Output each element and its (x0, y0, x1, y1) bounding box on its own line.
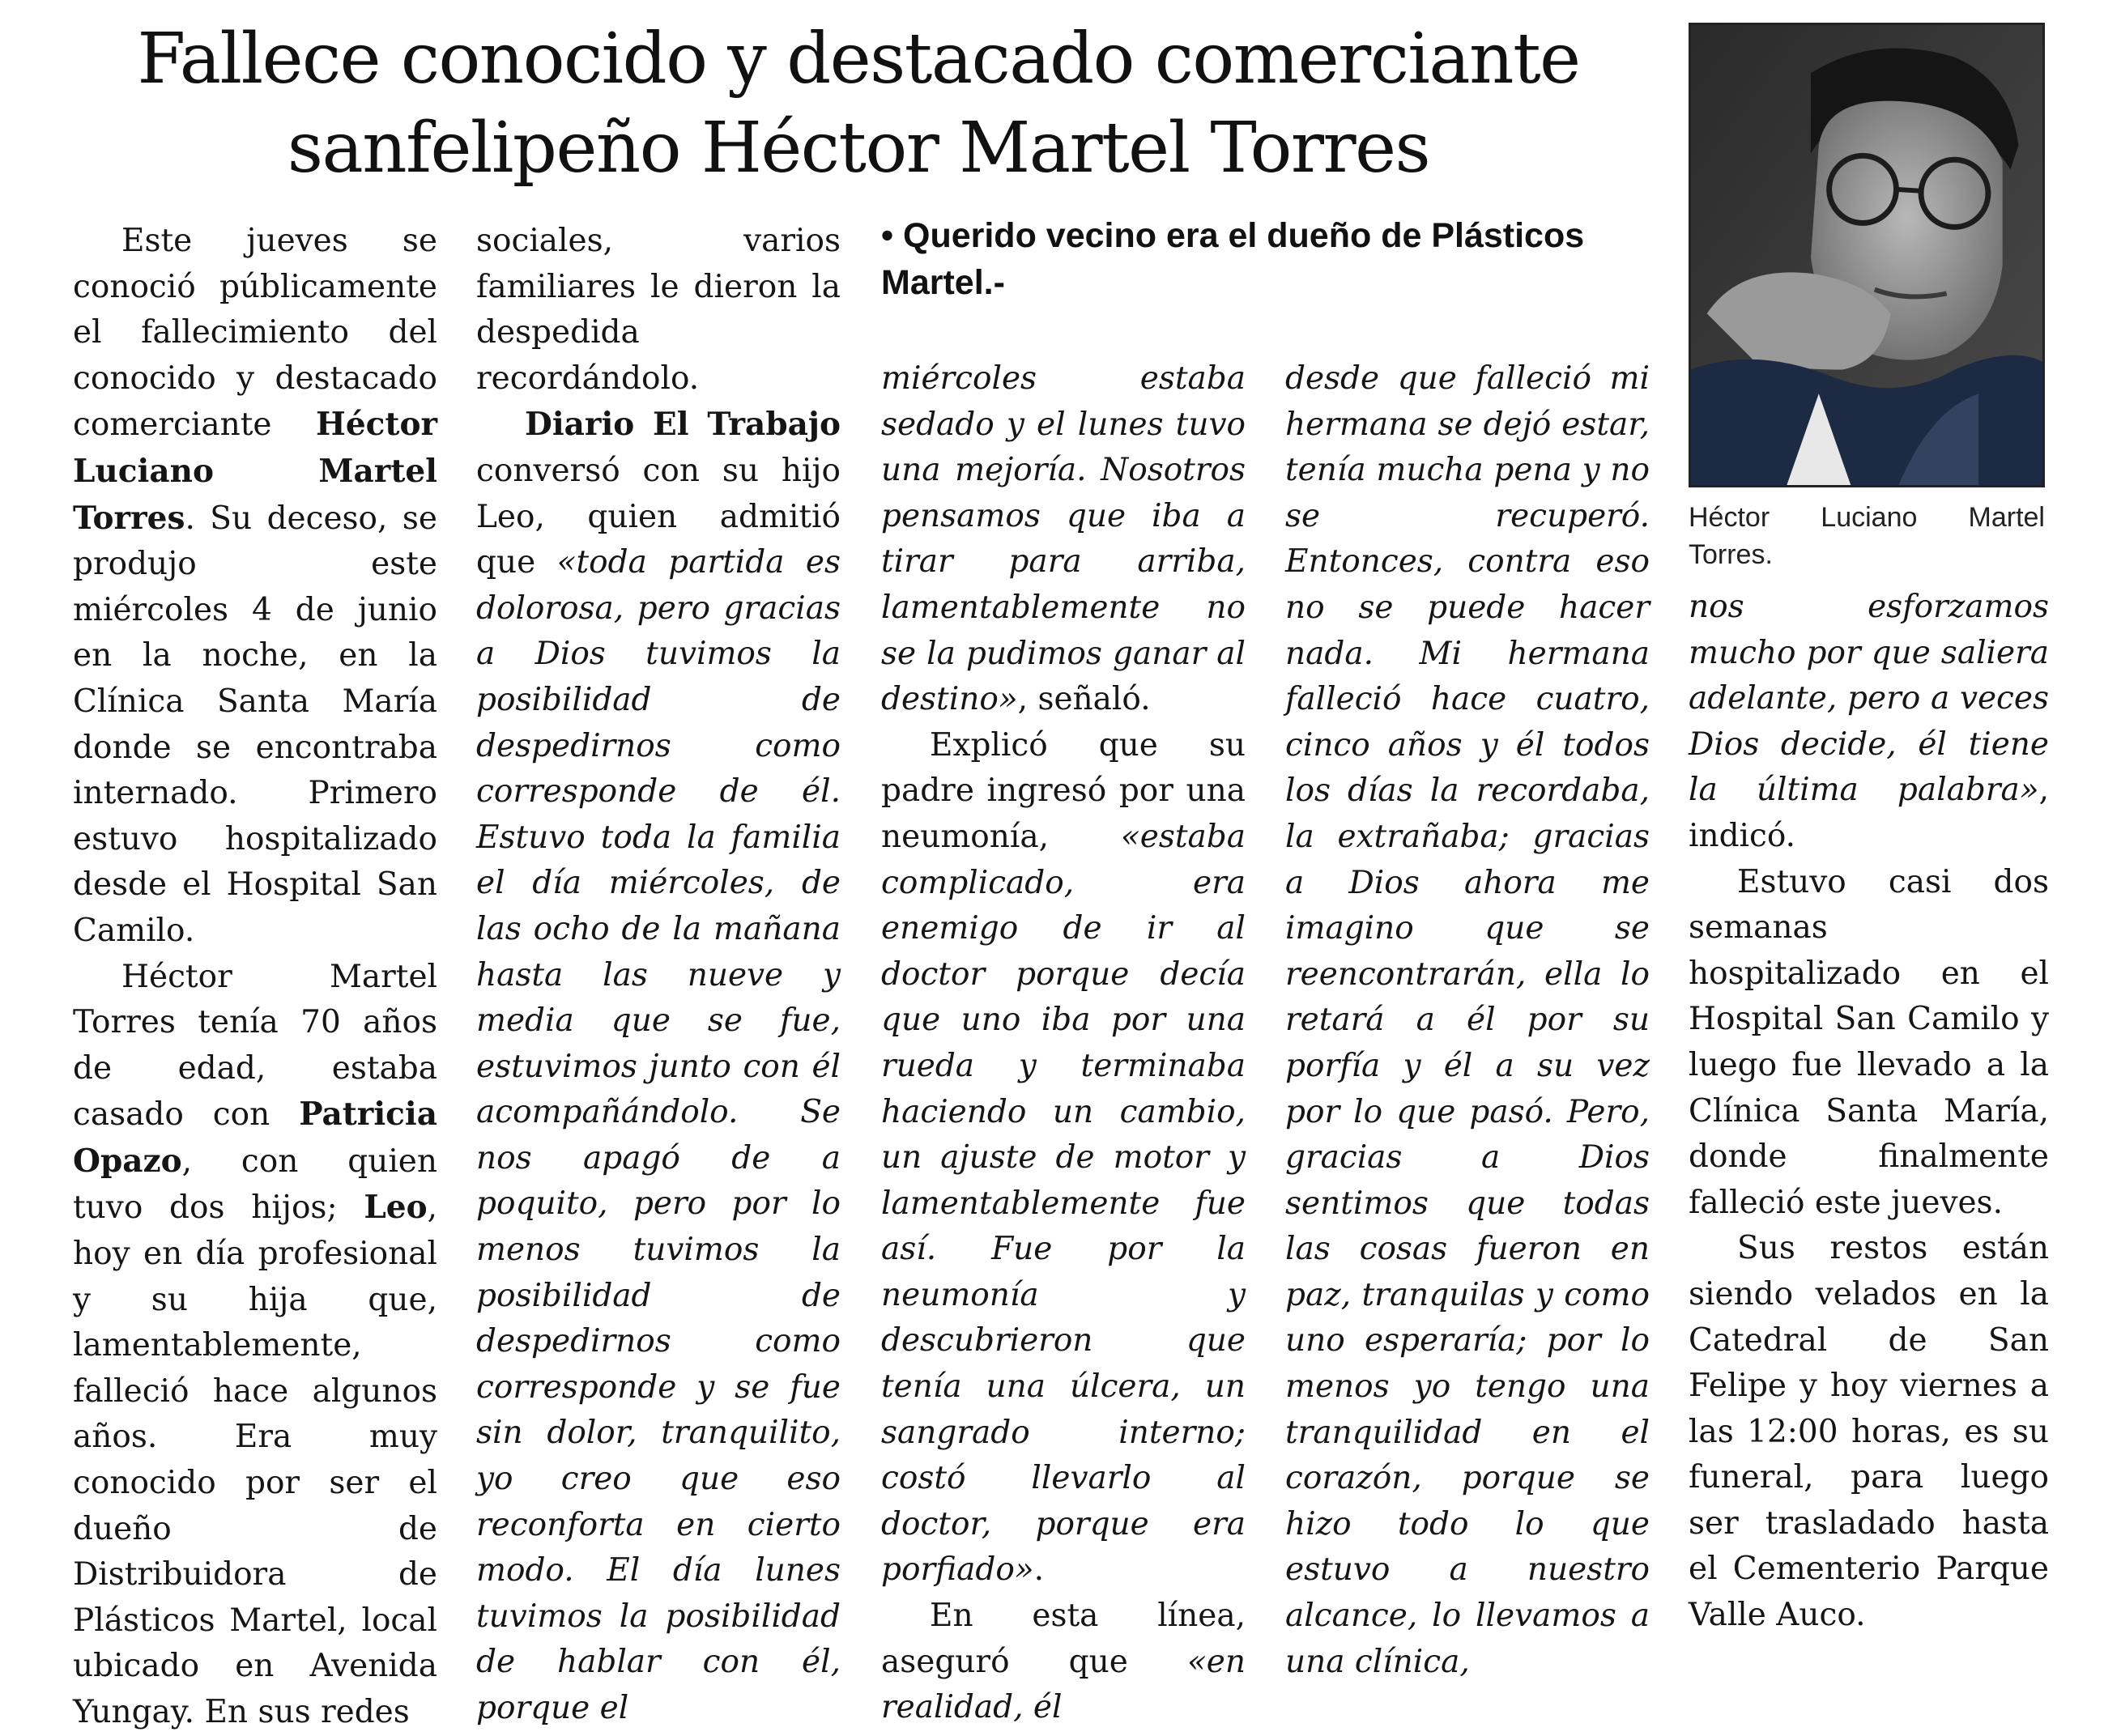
text-run: . (1033, 1551, 1045, 1589)
paragraph (476, 402, 841, 1731)
quote: «toda partida es dolorosa, pero gracias a Dios tuvimos la posibilidad de despedirnos como corresponde de él. Estuvo toda la familia el día miércoles, de las ocho de la mañana hasta las nueve y media que se fue, estuvimos junto con él acompañándolo. Se nos apagó de a poquito, pero por lo menos tuvimos la posibilidad de despedirnos como corresponde y se fue sin dolor, tranquilito, yo creo que eso reconforta en cierto modo. El día lunes tuvimos la posibilidad de hablar con él, porque el (476, 544, 841, 1726)
paragraph (1689, 585, 2049, 860)
headline-line-2: sanfelipeño Héctor Martel Torres (287, 108, 1430, 189)
paragraph (881, 356, 1246, 723)
article-column-1 (73, 219, 437, 1736)
quote: miércoles estaba sedado y el lunes tuvo una mejoría. Nosotros pensamos que iba a tirar para arriba, lamentablemente no se la pudimos ganar al destino» (881, 360, 1246, 718)
text-run: Héctor Martel Torres tenía 70 años de edad, estaba casado con (73, 958, 437, 1134)
quote: nos esforzamos mucho por que saliera adelante, pero a veces Dios decide, él tiene la última palabra» (1689, 589, 2049, 809)
paragraph (881, 1593, 1246, 1731)
paragraph: sociales, varios familiares le dieron la despedida recordándolo. (476, 223, 841, 397)
article-column-4 (1285, 356, 1650, 1685)
text-run: , hoy en día profesional y su hija que, lamentablemente, falleció hace algunos años. Era muy conocido por ser el dueño de Distribuidora de Plásticos Martel, local ubicado en Avenida Yungay. En sus redes (73, 1189, 437, 1730)
text-run: , señaló. (1017, 681, 1151, 718)
paragraph (73, 955, 437, 1736)
photo-caption: Héctor Luciano Martel Torres. (1689, 502, 2045, 570)
text-run: Explicó que su padre ingresó por una neumonía, (881, 726, 1246, 855)
headline-line-1: Fallece conocido y destacado comerciante (137, 19, 1580, 100)
article-column-5 (1689, 585, 2049, 1639)
article-column-3 (881, 356, 1246, 1731)
person-name: Héctor Luciano Martel Torres (73, 406, 437, 537)
text-run: En esta línea, aseguró que (881, 1598, 1246, 1680)
newspaper-name: Diario El Trabajo (525, 406, 841, 444)
portrait-photo (1689, 23, 2045, 487)
portrait-image (1691, 25, 2042, 485)
subheadline: • Querido vecino era el dueño de Plásticos Martel.- (881, 216, 1585, 302)
text-run: Este jueves se conoció públicamente el fallecimiento del conocido y destacado comerciante (73, 223, 437, 444)
paragraph (881, 723, 1246, 1593)
paragraph (1285, 356, 1650, 1685)
paragraph: Sus restos están siendo velados en la Catedral de San Felipe y hoy viernes a las 12:00 horas, es su funeral, para luego ser trasladado hasta el Cementerio Parque Valle Auco. (1689, 1230, 2049, 1634)
text-run: . Su deceso, se produjo este miércoles 4 de junio en la noche, en la Clínica Santa María donde se encontraba internado. Primero estuvo hospitalizado desde el Hospital San Camilo. (73, 500, 437, 949)
text-run: , indicó. (1689, 772, 2049, 854)
text-run: , con quien tuvo dos hijos; (73, 1142, 437, 1227)
quote: «en realidad, él (881, 1643, 1246, 1726)
paragraph: Estuvo casi dos semanas hospitalizado en el Hospital San Camilo y luego fue llevado a la Clínica Santa María, donde finalmente falleció este jueves. (1689, 863, 2049, 1221)
headline (49, 15, 1668, 193)
paragraph (73, 219, 437, 955)
person-name: Patricia Opazo (73, 1096, 437, 1180)
quote: desde que falleció mi hermana se dejó estar, tenía mucha pena y no se recuperó. Entonces, contra eso no se puede hacer nada. Mi hermana falleció hace cuatro, cinco años y él todos los días la recordaba, la extrañaba; gracias a Dios ahora me imagino que se reencontrarán, ella lo retará a él por su porfía y él a su vez por lo que pasó. Pero, gracias a Dios sentimos que todas las cosas fueron en paz, tranquilas y como uno esperaría; por lo menos yo tengo una tranquilidad en el corazón, porque se hizo todo lo que estuvo a nuestro alcance, lo llevamos a una clínica, (1285, 360, 1650, 1680)
article-column-2 (476, 219, 841, 1732)
quote: «estaba complicado, era enemigo de ir al doctor porque decía que uno iba por una rueda y terminaba haciendo un cambio, un ajuste de motor y lamentablemente fue así. Fue por la neumonía y descubrieron que tenía una úlcera, un sangrado interno; costó llevarlo al doctor, porque era porfiado» (881, 818, 1246, 1589)
person-name: Leo (364, 1189, 428, 1227)
text-run: conversó con su hijo Leo, quien admitió que (476, 452, 841, 581)
